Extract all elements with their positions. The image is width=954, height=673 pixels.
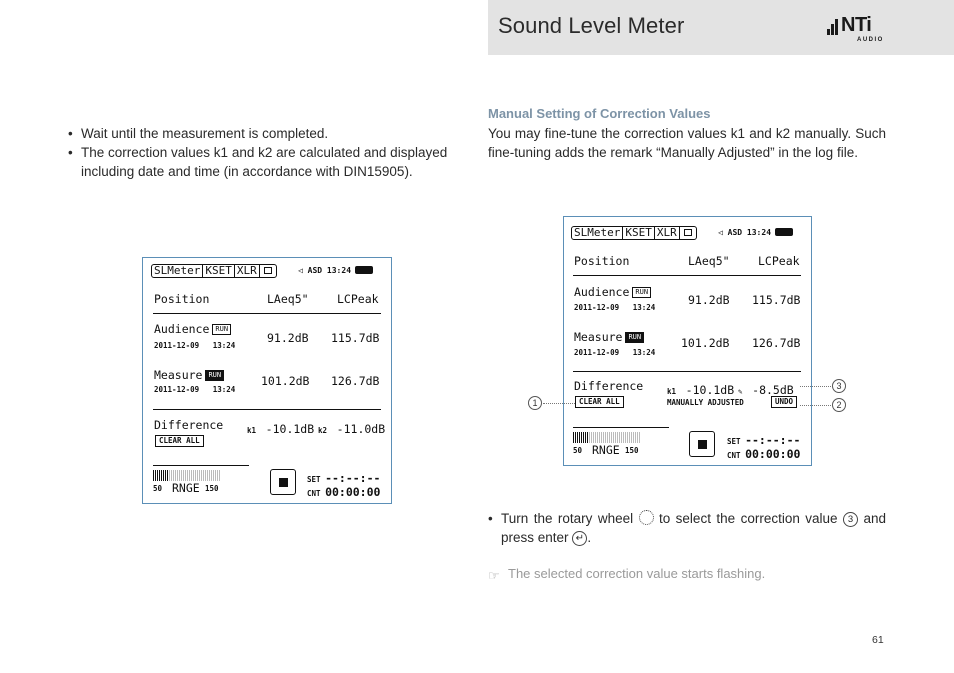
clear-all-button[interactable]: CLEAR ALL (155, 435, 204, 447)
difference-label: Difference (574, 379, 644, 393)
page-title: Sound Level Meter (498, 13, 685, 38)
logo-text: NTi (841, 14, 872, 36)
device-screen-left (142, 257, 392, 504)
right-bullet-list (488, 509, 886, 547)
divider (153, 409, 381, 410)
list-item: • Wait until the measurement is completed. (68, 124, 470, 143)
col-header-lcpeak: LCPeak (337, 292, 379, 306)
audience-lcpeak-value: 115.7dB (752, 293, 801, 307)
range-label: RNGE (172, 481, 200, 495)
section-title: Manual Setting of Correction Values (488, 106, 711, 121)
callout-2: 2 (832, 398, 846, 412)
memory-icon (684, 229, 692, 236)
col-header-position: Position (154, 292, 210, 306)
audience-row-label: Audience RUN (154, 322, 231, 336)
left-bullet-list (68, 124, 470, 181)
set-row: SET --:--:-- (727, 433, 801, 447)
level-meter (573, 432, 640, 443)
audience-datetime: 2011-12-09 13:24 (574, 303, 656, 312)
divider (573, 275, 801, 276)
measure-laeq-value: 101.2dB (261, 374, 310, 388)
edit-icon: ✎ (738, 387, 743, 396)
clear-all-button[interactable]: CLEAR ALL (575, 396, 624, 408)
col-header-laeq: LAeq5" (267, 292, 309, 306)
cnt-row: CNT 00:00:00 (727, 447, 801, 461)
list-item: • Turn the rotary wheel to select the correction value 3 and press enter ↵ . (488, 509, 886, 547)
logo-bars-icon (827, 17, 841, 35)
tab-memory[interactable] (680, 227, 696, 239)
tab-slmeter[interactable]: SLMeter (152, 265, 203, 277)
k1-value[interactable]: k1 -10.1dB (247, 422, 315, 436)
pointing-hand-icon: ☞ (488, 568, 500, 583)
run-badge: RUN (632, 287, 651, 298)
page-number: 61 (872, 634, 884, 646)
tab-xlr[interactable]: XLR (235, 265, 260, 277)
tab-xlr[interactable]: XLR (655, 227, 680, 239)
audience-lcpeak-value: 115.7dB (331, 331, 380, 345)
run-badge: RUN (212, 324, 231, 335)
callout-3-leader (800, 386, 831, 387)
audience-laeq-value: 91.2dB (267, 331, 309, 345)
status-text: ASD 13:24 (727, 228, 772, 237)
screen-tabs (571, 226, 697, 240)
difference-label: Difference (154, 418, 224, 432)
callout-3: 3 (832, 379, 846, 393)
measure-row-label: Measure RUN (574, 330, 644, 344)
audience-datetime: 2011-12-09 13:24 (154, 341, 236, 350)
measure-datetime: 2011-12-09 13:24 (574, 348, 656, 357)
measure-row-label: Measure RUN (154, 368, 224, 382)
col-header-laeq: LAeq5" (688, 254, 730, 268)
tab-memory[interactable] (260, 265, 276, 277)
callout-3-inline: 3 (843, 512, 858, 527)
audience-row-label: Audience RUN (574, 285, 651, 299)
divider (153, 313, 381, 314)
note-text: ☞ The selected correction value starts flashing. (488, 566, 766, 583)
memory-icon (264, 267, 272, 274)
callout-2-leader (800, 405, 831, 406)
manually-adjusted-label: MANUALLY ADJUSTED (667, 398, 744, 407)
range-low: 50 (573, 446, 583, 455)
status-text: ASD 13:24 (307, 266, 352, 275)
battery-icon (355, 266, 373, 274)
callout-1-leader (543, 403, 575, 404)
enter-icon: ↵ (572, 531, 587, 546)
cnt-row: CNT 00:00:00 (307, 485, 381, 499)
col-header-position: Position (574, 254, 630, 268)
status-readout (298, 266, 373, 275)
measure-lcpeak-value: 126.7dB (752, 336, 801, 350)
nti-audio-logo (827, 14, 887, 45)
range-high: 150 (205, 484, 219, 493)
tab-kset[interactable]: KSET (203, 265, 235, 277)
k2-value[interactable]: ✎ -8.5dB (738, 383, 794, 397)
header-bar (488, 0, 954, 55)
run-badge: RUN (205, 370, 224, 381)
logo-subtext: AUDIO (857, 37, 884, 43)
measure-lcpeak-value: 126.7dB (331, 374, 380, 388)
measure-datetime: 2011-12-09 13:24 (154, 385, 236, 394)
screen-tabs (151, 264, 277, 278)
speaker-icon: ◁ (298, 266, 303, 275)
divider (153, 465, 249, 466)
col-header-lcpeak: LCPeak (758, 254, 800, 268)
stop-button[interactable] (270, 469, 296, 495)
range-low: 50 (153, 484, 163, 493)
level-meter (153, 470, 220, 481)
run-badge: RUN (625, 332, 644, 343)
divider (573, 371, 801, 372)
range-label: RNGE (592, 443, 620, 457)
list-item: • The correction values k1 and k2 are calculated and displayed including date and time (in accordance with DIN15905). (68, 143, 470, 181)
k1-value[interactable]: k1 -10.1dB (667, 383, 735, 397)
rotary-wheel-icon (639, 510, 654, 525)
set-row: SET --:--:-- (307, 471, 381, 485)
section-paragraph: You may fine-tune the correction values k1 and k2 manually. Such fine-tuning adds the remark “Manually Adjusted” in the log file. (488, 126, 886, 160)
divider (573, 427, 669, 428)
range-high: 150 (625, 446, 639, 455)
stop-button[interactable] (689, 431, 715, 457)
k2-value[interactable]: k2 -11.0dB (318, 422, 386, 436)
tab-kset[interactable]: KSET (623, 227, 655, 239)
audience-laeq-value: 91.2dB (688, 293, 730, 307)
speaker-icon: ◁ (718, 228, 723, 237)
tab-slmeter[interactable]: SLMeter (572, 227, 623, 239)
callout-1: 1 (528, 396, 542, 410)
battery-icon (775, 228, 793, 236)
status-readout (718, 228, 793, 237)
device-screen-right (563, 216, 812, 466)
undo-button[interactable]: UNDO (771, 396, 797, 408)
measure-laeq-value: 101.2dB (681, 336, 730, 350)
